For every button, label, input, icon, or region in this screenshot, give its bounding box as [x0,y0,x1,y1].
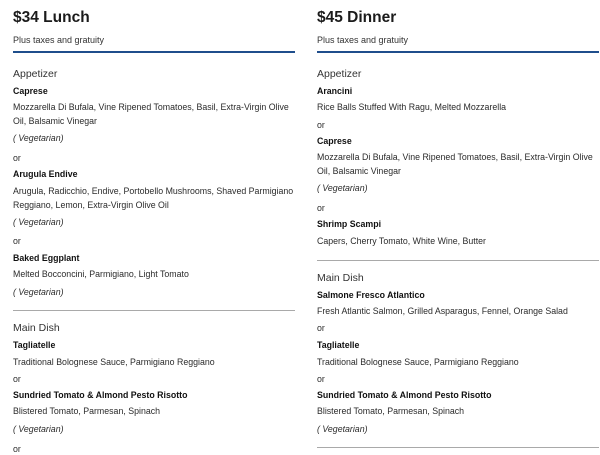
dinner-dish-name: Salmone Fresco Atlantico [317,290,425,300]
dinner-dish-desc: Mozzarella Di Bufala, Vine Ripened Tomatoes, Basil, Extra-Virgin Olive Oil, Balsamic Vinegar [317,152,593,176]
dinner-dish-name: Caprese [317,136,352,146]
dinner-title: $45 Dinner [317,9,397,26]
lunch-title: $34 Lunch [13,9,90,26]
lunch-appetizer-heading: Appetizer [13,68,58,80]
lunch-dish-name: Baked Eggplant [13,253,80,263]
or-separator: or [317,374,325,384]
dinner-appetizer-heading: Appetizer [317,68,362,80]
lunch-dish-veg-tag: ( Vegetarian) [13,424,64,434]
lunch-dish-name: Arugula Endive [13,169,78,179]
section-divider [13,310,295,311]
dinner-dish-veg-tag: ( Vegetarian) [317,424,368,434]
lunch-dish-veg-tag: ( Vegetarian) [13,133,64,143]
dinner-dish-name: Sundried Tomato & Almond Pesto Risotto [317,390,492,400]
or-separator: or [13,236,21,246]
lunch-dish-veg-tag: ( Vegetarian) [13,287,64,297]
dinner-dish-name: Tagliatelle [317,340,360,350]
or-separator: or [317,323,325,333]
lunch-dish-desc: Traditional Bolognese Sauce, Parmigiano Reggiano [13,357,215,367]
dinner-dish-desc: Traditional Bolognese Sauce, Parmigiano Reggiano [317,357,519,367]
dinner-dish-desc: Blistered Tomato, Parmesan, Spinach [317,406,465,416]
lunch-dish-desc: Mozzarella Di Bufala, Vine Ripened Tomatoes, Basil, Extra-Virgin Olive Oil, Balsamic Vinegar [13,102,289,126]
dinner-dish-veg-tag: ( Vegetarian) [317,183,368,193]
or-separator: or [13,153,21,163]
section-divider [317,447,599,448]
dinner-dish-name: Arancini [317,86,353,96]
dinner-subtitle: Plus taxes and gratuity [317,35,409,45]
lunch-title-divider [13,51,295,53]
lunch-dish-name: Tagliatelle [13,340,56,350]
lunch-dish-name: Caprese [13,86,48,96]
lunch-subtitle: Plus taxes and gratuity [13,35,105,45]
dinner-dish-name: Shrimp Scampi [317,219,382,229]
dinner-dish-desc: Rice Balls Stuffed With Ragu, Melted Mozzarella [317,102,507,112]
or-separator: or [317,120,325,130]
dinner-title-divider [317,51,599,53]
lunch-dish-desc: Blistered Tomato, Parmesan, Spinach [13,406,161,416]
lunch-main-heading: Main Dish [13,322,60,334]
lunch-dish-veg-tag: ( Vegetarian) [13,217,64,227]
or-separator: or [13,374,21,384]
or-separator: or [13,444,21,454]
or-separator: or [317,203,325,213]
lunch-dish-name: Sundried Tomato & Almond Pesto Risotto [13,390,188,400]
dinner-dish-desc: Fresh Atlantic Salmon, Grilled Asparagus, Fennel, Orange Salad [317,306,568,316]
section-divider [317,260,599,261]
dinner-dish-desc: Capers, Cherry Tomato, White Wine, Butter [317,236,486,246]
lunch-dish-desc: Arugula, Radicchio, Endive, Portobello Mushrooms, Shaved Parmigiano Reggiano, Lemon, Extra-Virgin Olive Oil [13,186,294,210]
dinner-main-heading: Main Dish [317,272,364,284]
lunch-dish-desc: Melted Bocconcini, Parmigiano, Light Tomato [13,269,189,279]
